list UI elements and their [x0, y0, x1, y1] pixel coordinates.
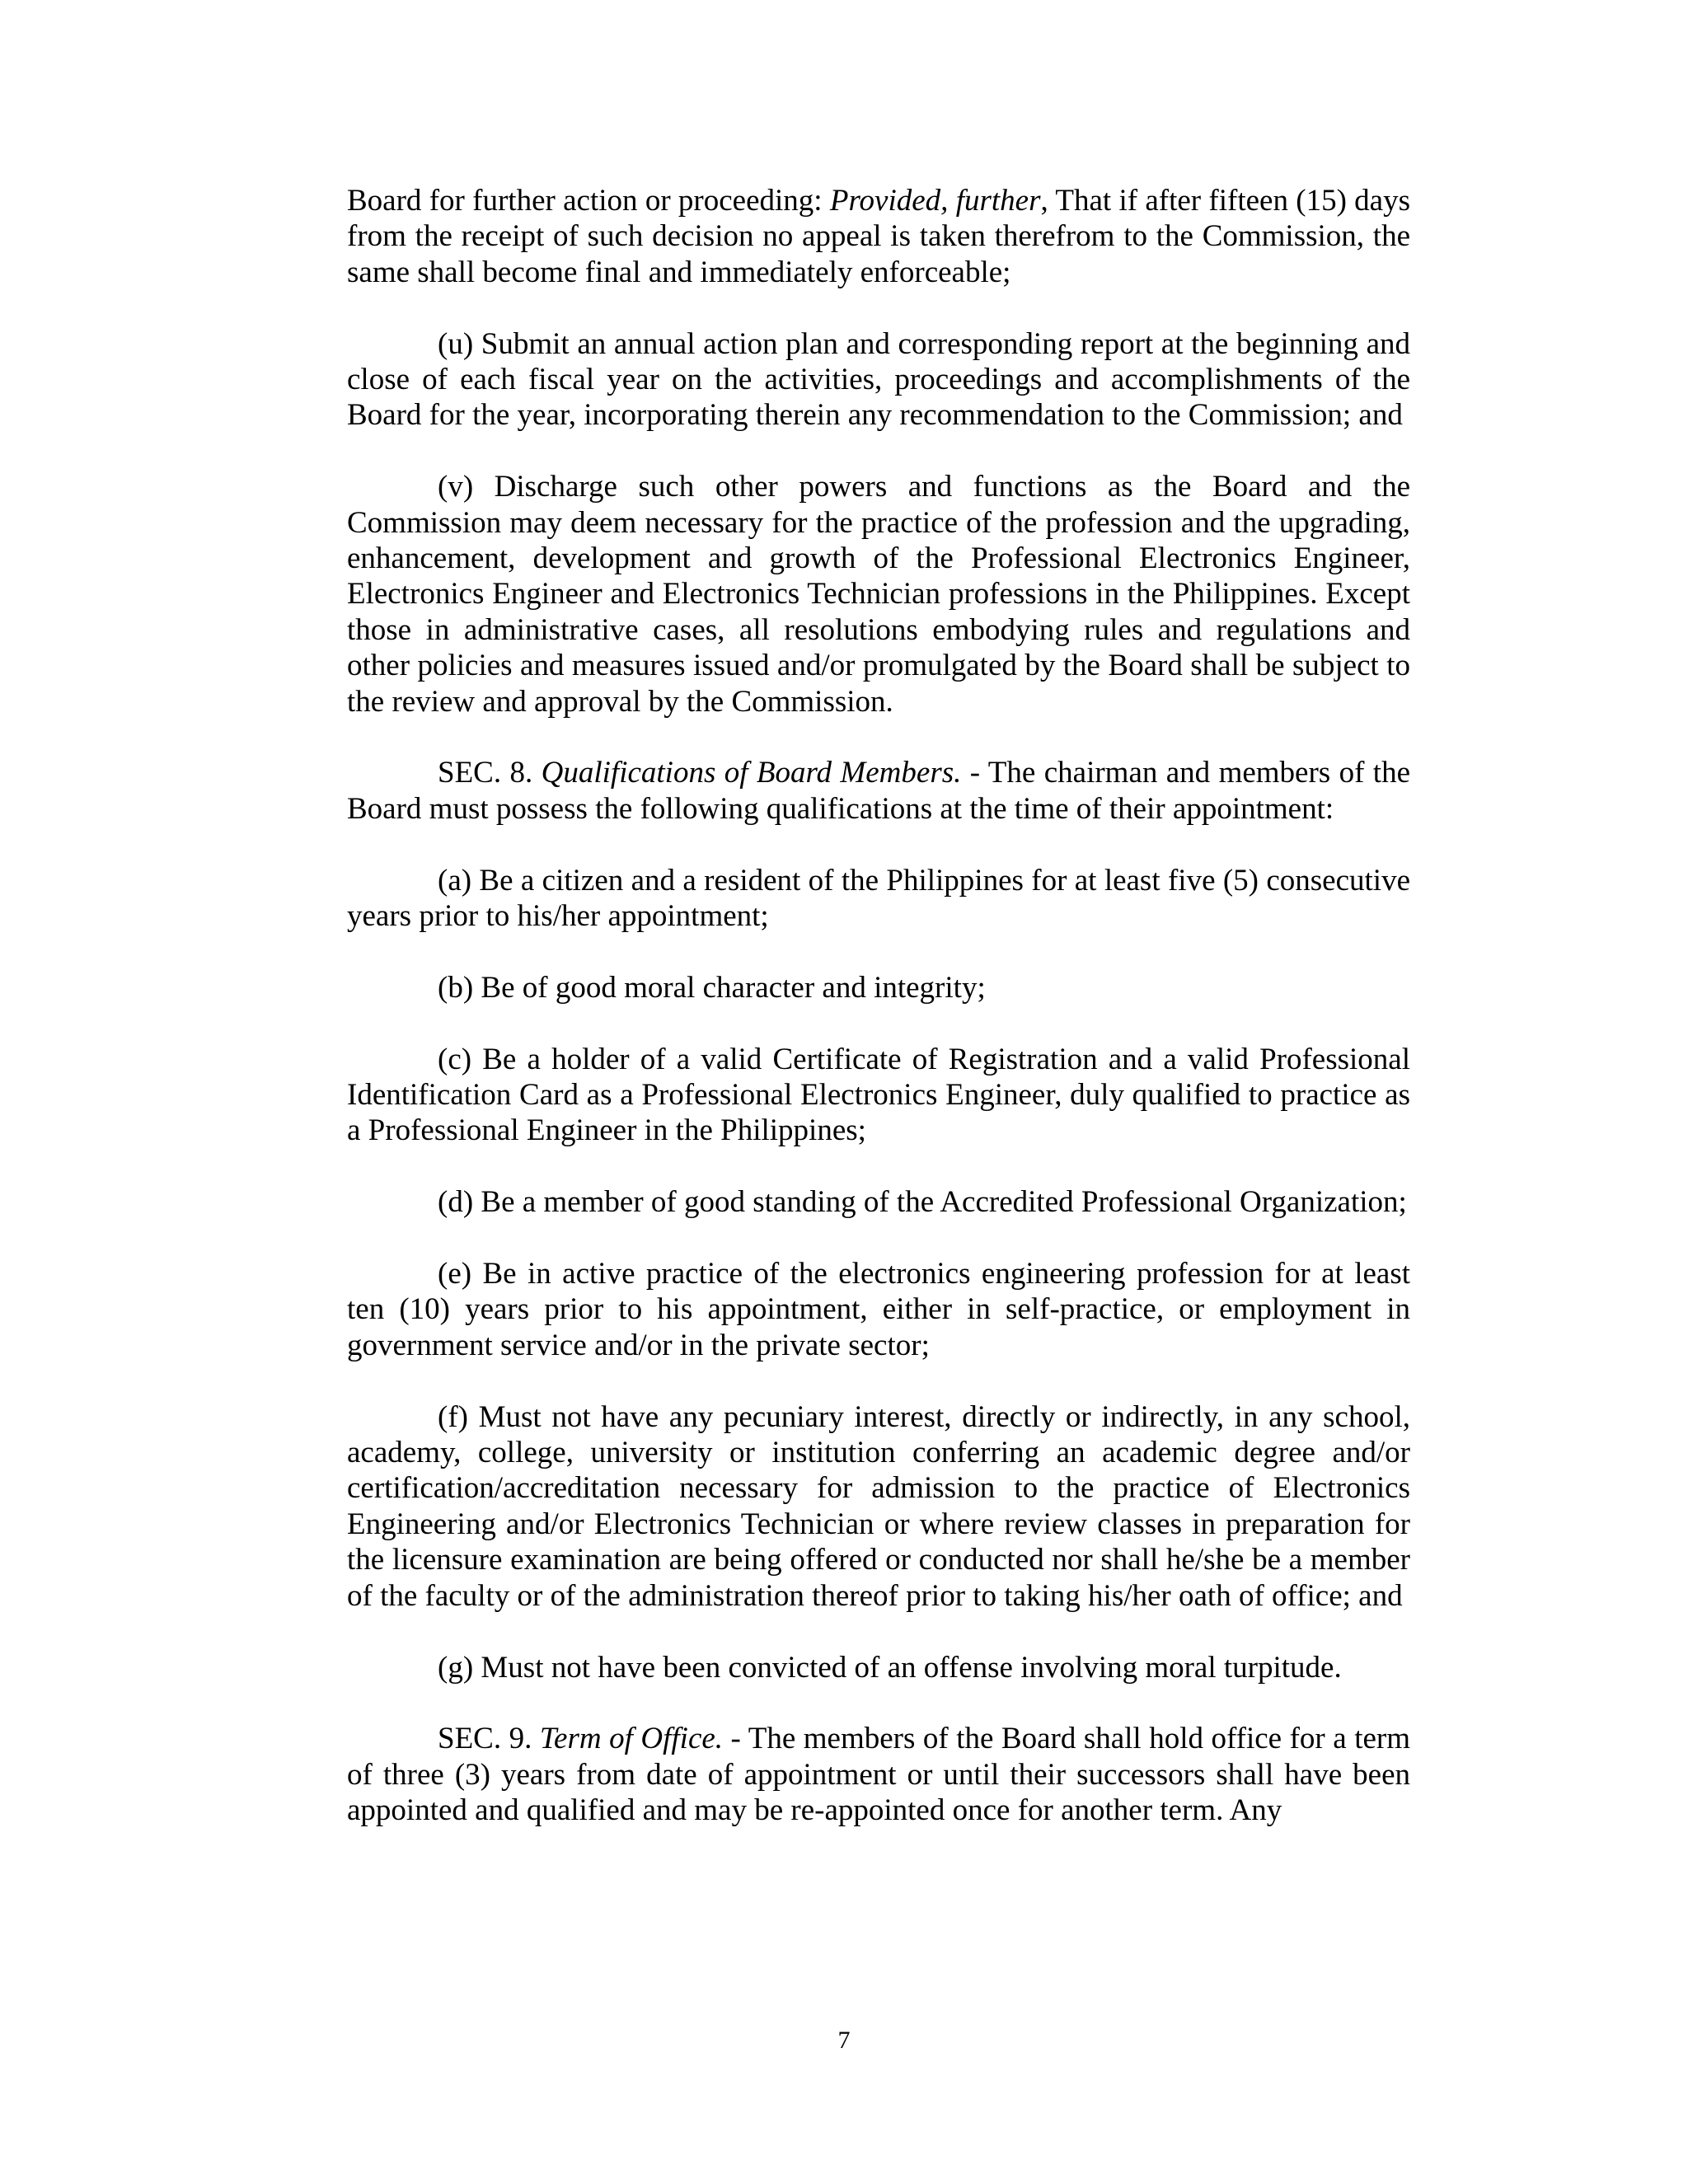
qualification-item-g: (g) Must not have been convicted of an offense involving moral turpitude. [438, 1650, 1342, 1685]
paragraph-item-u: (u) Submit an annual action plan and corresponding report at the beginning and close of each fiscal year on the activities, proceedings and accomplishments of the Board for the year, incorporating therein any recommendation to the Commission; and [347, 326, 1410, 433]
page-number: 7 [837, 2027, 851, 2054]
qualification-item-f: (f) Must not have any pecuniary interest, directly or indirectly, in any school, academy, college, university or institution conferring an academic degree and/or certification/accreditation necessary for admission to the practice of Electronics Engineering and/or Electronics Technician or where review classes in preparation for the licensure examination are being offered or conducted nor shall he/she be a member of the faculty or of the administration thereof prior to taking his/her oath of office; and [347, 1399, 1410, 1613]
paragraph-text: - The members of the Board shall hold office for a term of three (3) years from date of appointment or until their successors shall have been appointed and qualified and may be re-appointed once for another term. Any [347, 1722, 1410, 1828]
section-label: SEC. 9. [438, 1722, 540, 1756]
italic-phrase: Provided, further [829, 184, 1041, 218]
paragraph-text: Board for further action or proceeding: [347, 184, 830, 218]
qualification-item-e: (e) Be in active practice of the electronics engineering profession for at least ten (10) years prior to his appointment, either in self-practice, or employment in government service and/or in the private sector; [347, 1257, 1410, 1362]
qualification-item-d: (d) Be a member of good standing of the Accredited Professional Organization; [438, 1185, 1407, 1220]
section-title: Term of Office. [539, 1722, 724, 1756]
paragraph-text: - The chairman and members of the Board must possess the following qualifications at the time of their appointment: [347, 756, 1410, 826]
paragraph-item-v: (v) Discharge such other powers and functions as the Board and the Commission may deem necessary for the practice of the profession and the upgrading, enhancement, development and growth of the Professional Electronics Engineer, Electronics Engineer and Electronics Technician professions in the Philippines. Except those in administrative cases, all resolutions embodying rules and regulations and other policies and measures issued and/or promulgated by the Board shall be subject to the review and approval by the Commission. [347, 470, 1410, 719]
paragraph-text: , That if after fifteen (15) days from the receipt of such decision no appeal is taken therefrom to the Commission, the same shall become final and immediately enforceable; [347, 184, 1411, 289]
document-body [347, 183, 1410, 1864]
section-8-heading-paragraph [347, 755, 1410, 827]
qualification-item-a: (a) Be a citizen and a resident of the Philippines for at least five (5) consecutive years prior to his/her appointment; [347, 863, 1410, 934]
qualification-item-c: (c) Be a holder of a valid Certificate of Registration and a valid Professional Identification Card as a Professional Electronics Engineer, duly qualified to practice as a Professional Engineer in the Philippines; [347, 1042, 1410, 1148]
section-label: SEC. 8. [438, 756, 542, 790]
qualification-item-b: (b) Be of good moral character and integrity; [438, 970, 986, 1005]
paragraph-board-decision [347, 183, 1410, 290]
section-title: Qualifications of Board Members. [541, 756, 962, 790]
section-9-heading-paragraph [347, 1721, 1410, 1828]
